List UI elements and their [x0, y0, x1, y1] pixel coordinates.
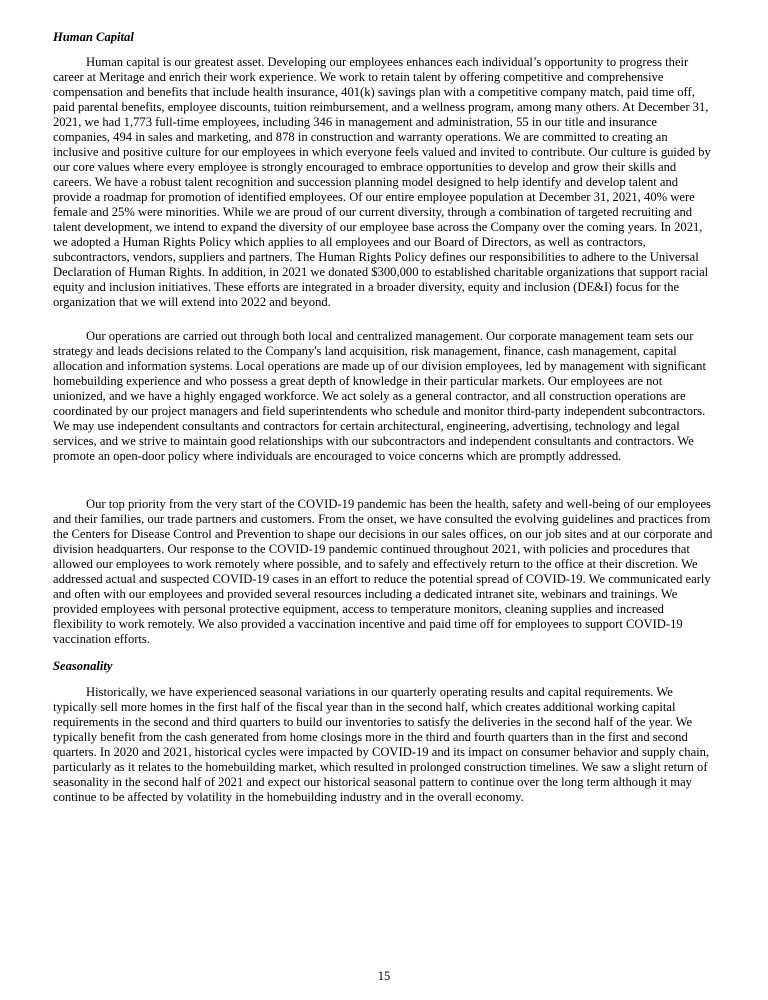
paragraph-seasonality: Historically, we have experienced seasonal variations in our quarterly operating results and capital requirements. We typically sell more homes in the first half of the fiscal year than in the second half, which creates additional working capital requirements in the second and third quarters to build our inventories to satisfy the deliveries in the second half of the year. We typically benefit from the cash generated from home closings more in the third and fourth quarters than in the first and second quarters. In 2020 and 2021, historical cycles were impacted by COVID-19 and its impact on consumer behavior and supply chain, particularly as it relates to the homebuilding market, which resulted in prolonged construction timelines. We saw a slight return of seasonality in the second half of 2021 and expect our historical seasonal pattern to continue over the long term although it may continue to be affected by volatility in the homebuilding industry and in the overall economy.	[53, 685, 710, 804]
seasonality-paragraph-block	[53, 685, 715, 805]
page-number: 15	[377, 969, 391, 983]
section-heading-human-capital: Human Capital	[53, 30, 134, 44]
paragraph-human-capital: Human capital is our greatest asset. Developing our employees enhances each individual’s opportunity to progress their career at Meritage and enrich their work experience. We work to retain talent by offering competitive and comprehensive compensation and benefits that include health insurance, 401(k) savings plan with a competitive company match, paid time off, paid parental benefits, employee discounts, tuition reimbursement, and a wellness program, among many others. At December 31, 2021, we had 1,773 full-time employees, including 346 in management and administration, 55 in our title and insurance companies, 494 in sales and marketing, and 878 in construction and warranty operations. We are committed to creating an inclusive and positive culture for our employees in which everyone feels valued and invited to contribute. Our culture is guided by our core values where every employee is strongly encouraged to embrace opportunities to develop and grow their skills and careers. We have a robust talent recognition and succession planning model designed to help identify and develop talent and provide a roadmap for promotion of identified employees. Of our entire employee population at December 31, 2021, 40% were female and 25% were minorities. While we are proud of our current diversity, through a combination of targeted recruiting and talent development, we intend to expand the diversity of our employee base across the Company over the coming years. In 2021, we adopted a Human Rights Policy which applies to all employees and our Board of Directors, as well as contractors, subcontractors, vendors, suppliers and partners. The Human Rights Policy defines our responsibilities to adhere to the Universal Declaration of Human Rights. In addition, in 2021 we donated $300,000 to established charitable organizations that support racial equity and inclusion initiatives. These efforts are integrated in a broader diversity, equity and inclusion (DE&I) focus for the organization that we will extend into 2022 and beyond.	[53, 55, 711, 309]
human-capital-paragraph-1-block	[53, 55, 715, 310]
paragraph-covid: Our top priority from the very start of the COVID-19 pandemic has been the health, safety and well-being of our employees and their families, our trade partners and customers. From the onset, we have consulted the evolving guidelines and practices from the Centers for Disease Control and Prevention to shape our decisions in our sales offices, on our job sites and at our corporate and division headquarters. Our response to the COVID-19 pandemic continued throughout 2021, with policies and procedures that allowed our employees to work remotely where possible, and to safely and effectively return to the office at their discretion. We addressed actual and suspected COVID-19 cases in an effort to reduce the potential spread of COVID-19. We communicated early and often with our employees and provided several resources including a dedicated intranet site, webinars and trainings. We provided employees with personal protective equipment, access to temperature monitors, cleaning supplies and increased flexibility to work remotely. We also provided a vaccination incentive and paid time off for employees to support COVID-19 vaccination efforts.	[53, 497, 713, 646]
human-capital-section	[53, 30, 715, 45]
paragraph-operations: Our operations are carried out through both local and centralized management. Our corporate management team sets our strategy and leads decisions related to the Company's land acquisition, risk management, finance, cash management, capital allocation and information systems. Local operations are made up of our division employees, led by management with significant homebuilding experience and who possess a great depth of knowledge in their particular markets. Our employees are not unionized, and we have a highly engaged workforce. We act solely as a general contractor, and all construction operations are coordinated by our project managers and field superintendents who schedule and monitor third-party independent subcontractors. We may use independent consultants and contractors for certain architectural, engineering, advertising, technology and legal services, and we strive to maintain good relationships with our subcontractors and independent consultants and contractors. We promote an open-door policy where individuals are encouraged to voice concerns which are promptly addressed.	[53, 329, 706, 463]
operations-paragraph-block	[53, 329, 715, 464]
section-heading-seasonality: Seasonality	[53, 659, 113, 673]
seasonality-section	[53, 659, 715, 674]
covid-paragraph-block	[53, 497, 715, 647]
